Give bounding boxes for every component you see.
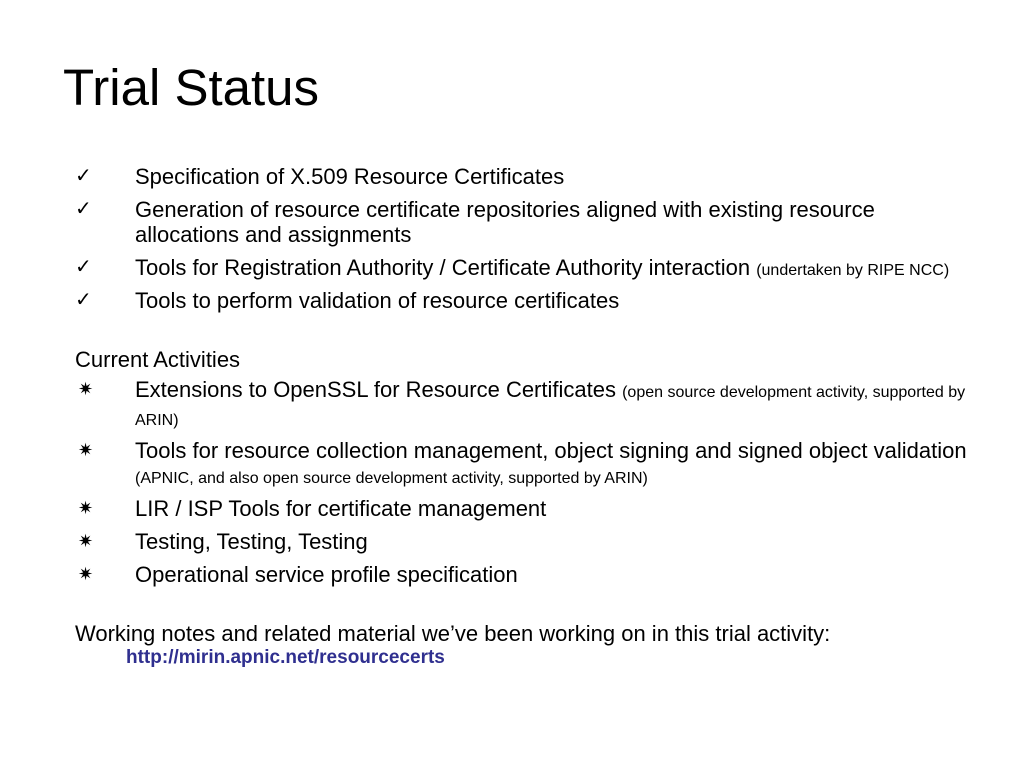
list-item: [75, 197, 975, 250]
slide-content: [75, 164, 975, 669]
list-item: [75, 562, 975, 590]
list-item: [75, 255, 975, 283]
current-activities-heading: Current Activities: [75, 347, 241, 372]
working-notes-text: Working notes and related material we’ve been working on in this trial activity:: [75, 621, 831, 646]
list-item: [75, 288, 975, 316]
asterisk-icon: ✷: [78, 379, 94, 399]
list-item: [75, 164, 975, 192]
item-text: Testing, Testing, Testing: [135, 529, 368, 554]
resourcecerts-link[interactable]: http://mirin.apnic.net/resourcecerts: [126, 647, 445, 668]
asterisk-icon: ✷: [78, 440, 94, 460]
asterisk-icon: ✷: [78, 564, 94, 584]
checkmark-icon: ✓: [75, 289, 92, 311]
slide-title: Trial Status: [63, 59, 320, 116]
list-item: [75, 377, 975, 433]
item-note: (undertaken by RIPE NCC): [756, 262, 950, 279]
item-text: Tools for Registration Authority / Certificate Authority interaction: [135, 255, 757, 280]
item-text: Extensions to OpenSSL for Resource Certificates: [135, 377, 623, 402]
item-note: (APNIC, and also open source development activity, supported by ARIN): [135, 470, 648, 487]
working-notes: [75, 621, 975, 669]
checkmark-icon: ✓: [75, 198, 92, 220]
list-item: [75, 529, 975, 557]
item-text: Generation of resource certificate repositories aligned with existing resource allocations and assignments: [135, 197, 875, 247]
checkmark-icon: ✓: [75, 165, 92, 187]
asterisk-icon: ✷: [78, 531, 94, 551]
item-text: Tools for resource collection management, object signing and signed object validation: [135, 438, 967, 463]
item-text: Operational service profile specification: [135, 562, 518, 587]
asterisk-icon: ✷: [78, 498, 94, 518]
item-text: LIR / ISP Tools for certificate management: [135, 496, 547, 521]
checkmark-icon: ✓: [75, 256, 92, 278]
item-text: Tools to perform validation of resource certificates: [135, 288, 620, 313]
list-item: [75, 438, 975, 491]
completed-list: [75, 164, 975, 316]
item-note: (open source development activity, supported by ARIN): [135, 384, 966, 429]
current-activities-list: [75, 377, 975, 590]
list-item: [75, 496, 975, 524]
item-text: Specification of X.509 Resource Certificates: [135, 164, 565, 189]
